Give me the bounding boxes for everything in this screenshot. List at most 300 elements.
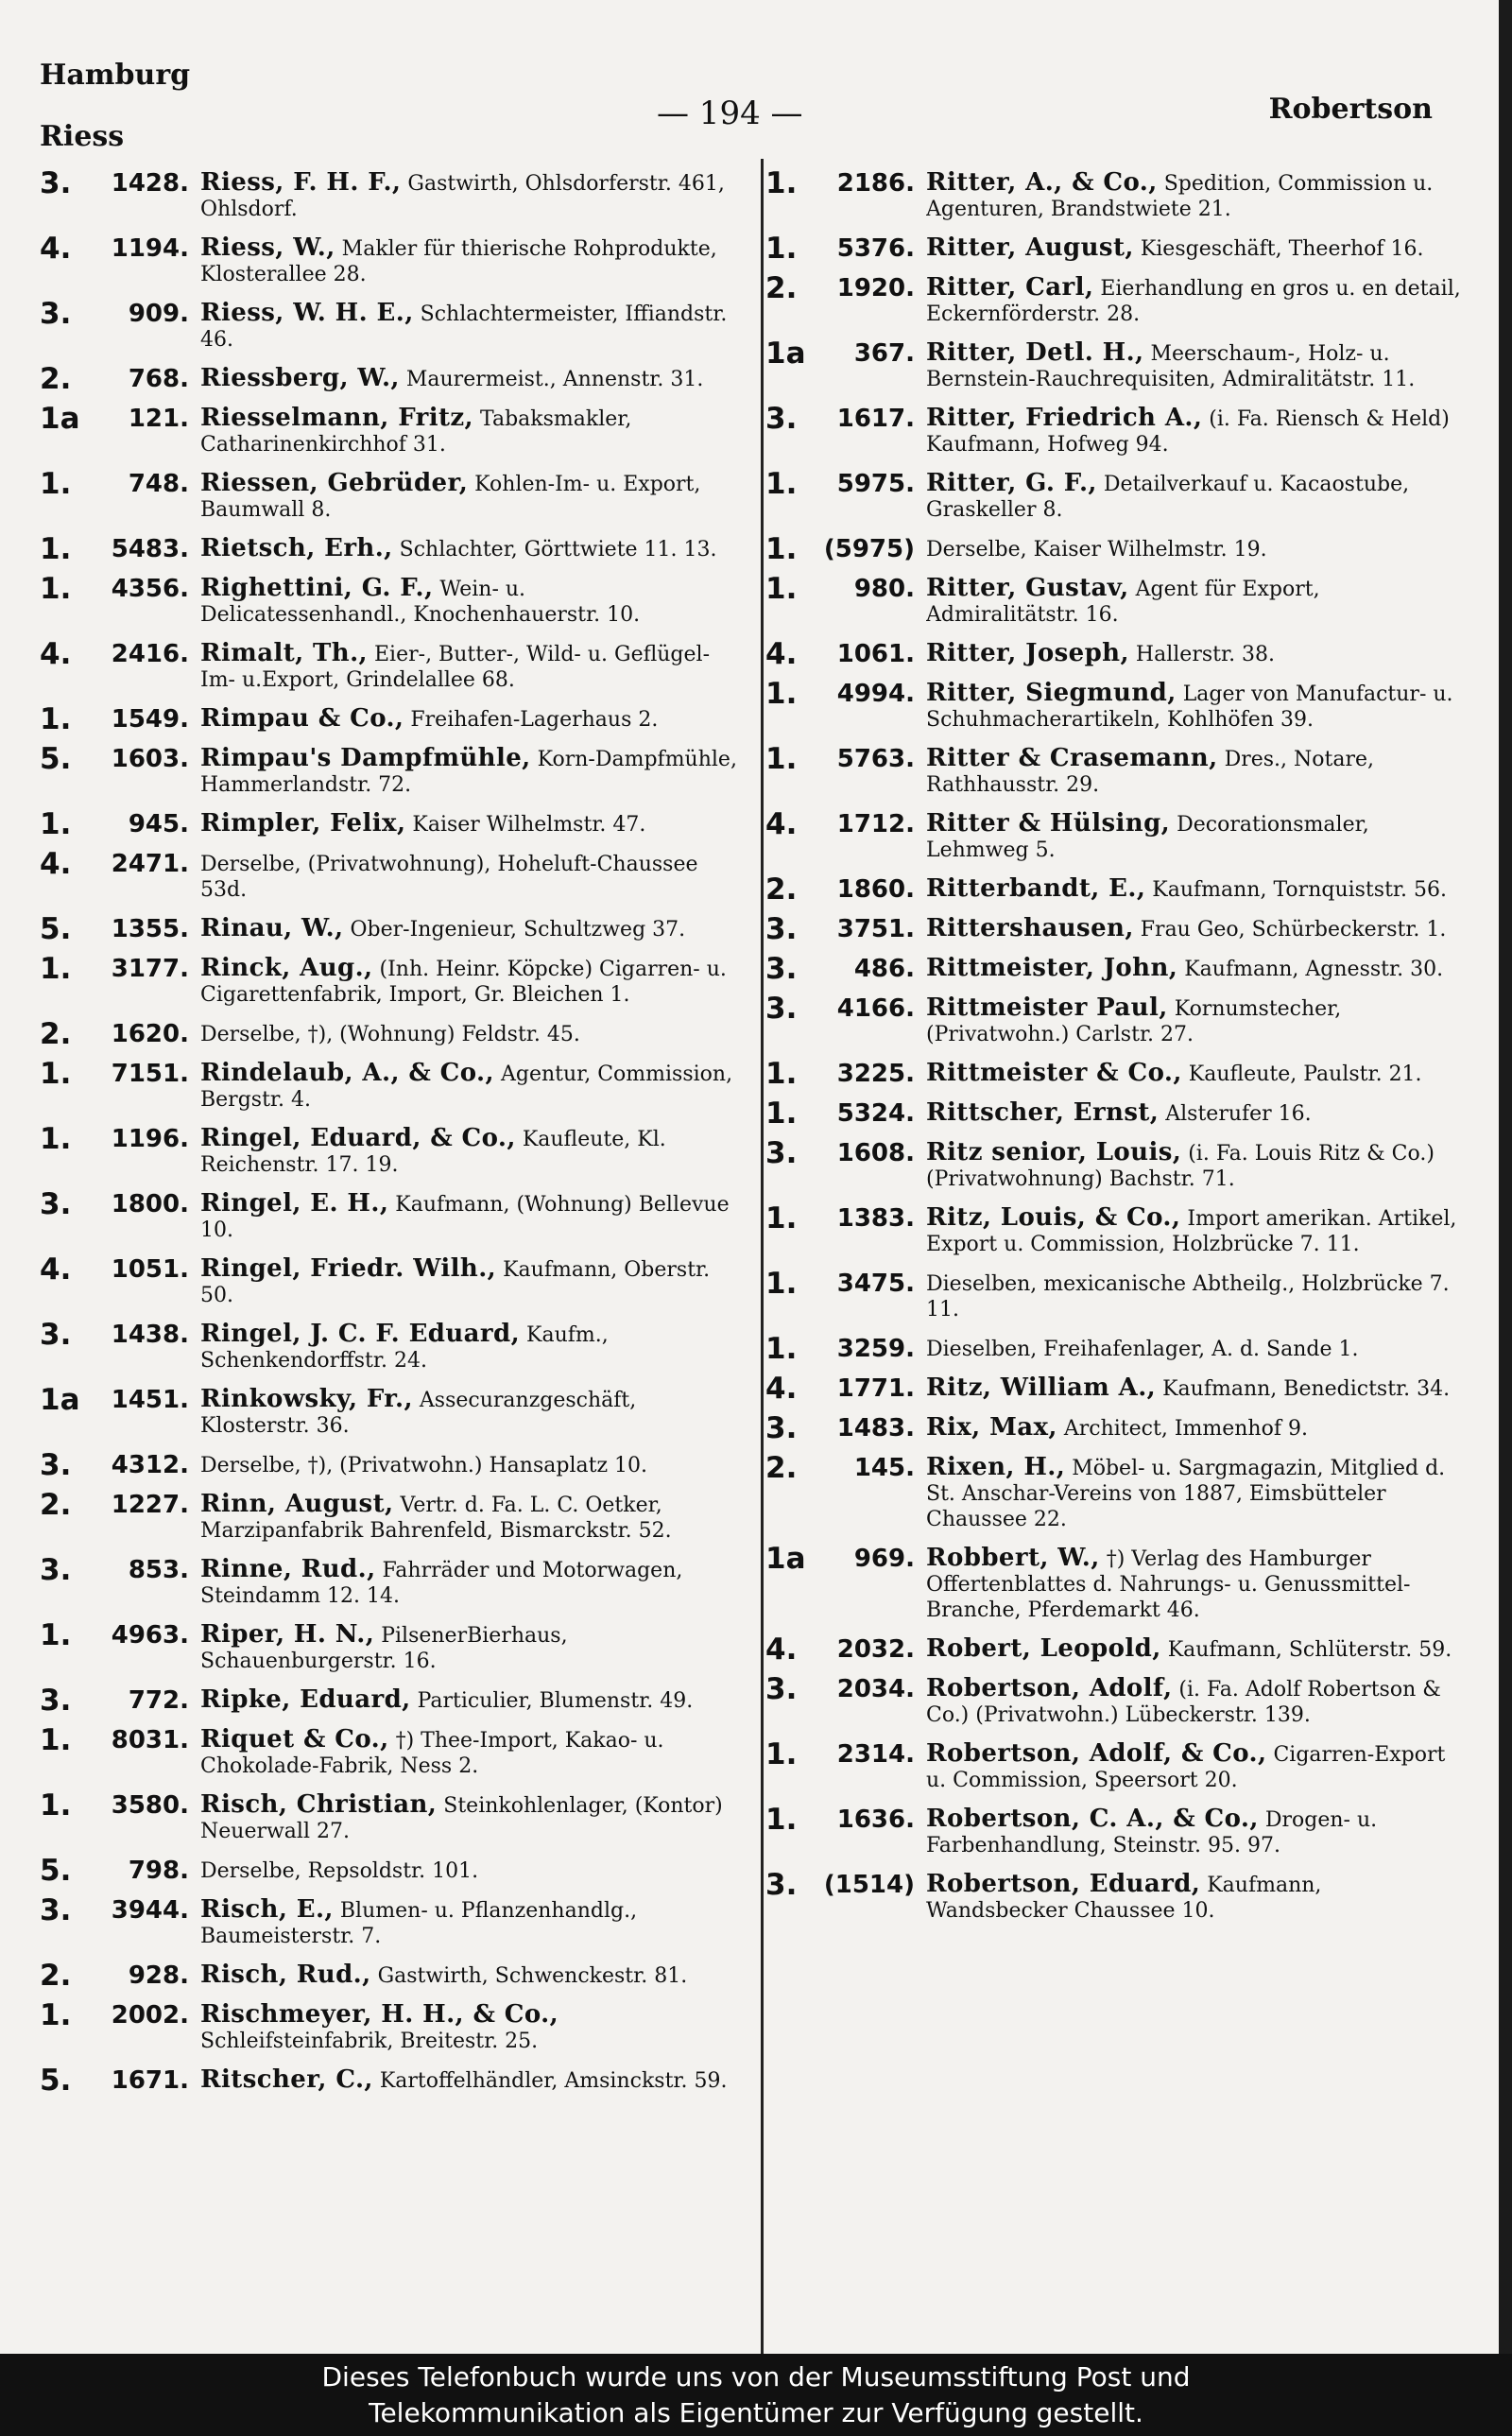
subscriber-details: Kaufleute, Paulstr. 21. (1188, 1063, 1422, 1086)
exchange-prefix: 1. (765, 1332, 798, 1366)
entry-body (926, 1544, 1463, 1623)
entry-body (926, 338, 1463, 392)
exchange-prefix: 3. (765, 402, 798, 436)
subscriber-details: Kohlen-Im- u. Export, Baumwall 8. (200, 473, 701, 522)
exchange-prefix: 1. (765, 1057, 798, 1091)
subscriber-details: Kaufm., Schenkendorffstr. 24. (200, 1323, 609, 1373)
directory-entry (765, 1097, 1463, 1131)
subscriber-name: Ritter & Hülsing, (926, 809, 1171, 838)
phone-number: 1196. (111, 1125, 189, 1153)
exchange-prefix: 1. (40, 1122, 72, 1156)
exchange-prefix: 1. (765, 166, 798, 200)
phone-number: 5376. (836, 234, 915, 263)
phone-number: 909. (128, 300, 189, 328)
exchange-prefix: 5. (40, 2064, 72, 2098)
subscriber-name: Ritter, Gustav, (926, 574, 1129, 602)
exchange-prefix: 1a (40, 402, 80, 436)
entry-body (200, 574, 737, 628)
subscriber-name: Risch, Rud., (200, 1961, 371, 1989)
directory-entry (765, 1057, 1463, 1091)
directory-entry (40, 1684, 737, 1718)
subscriber-name: Ritter, Siegmund, (926, 679, 1177, 707)
phone-number: 486. (853, 955, 915, 983)
entry-body (926, 168, 1463, 222)
phone-number: 145. (853, 1454, 915, 1482)
entry-body (200, 1895, 737, 1949)
exchange-prefix: 1. (765, 532, 798, 566)
phone-number: 4994. (836, 680, 915, 708)
entry-body (926, 1453, 1463, 1532)
exchange-prefix: 1. (765, 1201, 798, 1235)
subscriber-name: Rittershausen, (926, 914, 1134, 942)
entry-body (926, 1059, 1463, 1087)
exchange-prefix: 3. (765, 1868, 798, 1902)
subscriber-details: Tabaksmakler, Catharinenkirchhof 31. (200, 407, 632, 457)
directory-entry (40, 362, 737, 396)
entry-body (200, 954, 737, 1008)
footer-line-1: Dieses Telefonbuch wurde uns von der Museumsstiftung Post und (321, 2361, 1191, 2393)
subscriber-name: Rimpler, Felix, (200, 809, 406, 838)
subscriber-details: PilsenerBierhaus, Schauenburgerstr. 16. (200, 1624, 568, 1673)
subscriber-name: Ripke, Eduard, (200, 1685, 411, 1714)
subscriber-details: Particulier, Blumenstr. 49. (417, 1689, 694, 1713)
footer-line-2: Telekommunikation als Eigentümer zur Verfügung gestellt. (369, 2397, 1143, 2428)
phone-number: 121. (128, 405, 189, 433)
phone-number: 1051. (111, 1255, 189, 1284)
exchange-prefix: 2. (40, 1959, 72, 1993)
exchange-prefix: 3. (40, 166, 72, 200)
entry-body (200, 1320, 737, 1373)
subscriber-name: Riess, W. H. E., (200, 299, 414, 327)
header-city: Hamburg (40, 59, 191, 92)
subscriber-name: Ritz, Louis, & Co., (926, 1203, 1181, 1232)
phone-number: 853. (128, 1556, 189, 1584)
directory-entry (765, 1805, 1463, 1858)
subscriber-details: Ober-Ingenieur, Schultzweg 37. (350, 918, 686, 942)
subscriber-name: Rinau, W., (200, 914, 344, 942)
subscriber-name: Robertson, C. A., & Co., (926, 1805, 1259, 1833)
directory-entry (765, 168, 1463, 222)
subscriber-details: Spedition, Commission u. Agenturen, Brandstwiete 21. (926, 172, 1434, 221)
entry-body (926, 1203, 1463, 1257)
subscriber-details: Fahrräder und Motorwagen, Steindamm 12. 14. (200, 1559, 683, 1608)
directory-entry (765, 1411, 1463, 1445)
exchange-prefix: 4. (765, 807, 798, 841)
subscriber-details: (i. Fa. Adolf Robertson & Co.) (Privatwohn.) Lübeckerstr. 139. (926, 1678, 1441, 1727)
entry-body (926, 1138, 1463, 1192)
exchange-prefix: 1. (40, 807, 72, 841)
subscriber-name: Riesselmann, Fritz, (200, 404, 473, 432)
directory-entry (765, 637, 1463, 671)
subscriber-name: Ritz, William A., (926, 1373, 1157, 1402)
subscriber-details: †) Verlag des Hamburger Offertenblattes d. Nahrungs- u. Genussmittel-Branche, Pferdemarkt 46. (926, 1547, 1411, 1622)
subscriber-name: Ritter, A., & Co., (926, 168, 1158, 197)
exchange-prefix: 4. (40, 232, 72, 266)
subscriber-details: Kaufmann, Tornquiststr. 56. (1152, 878, 1447, 902)
exchange-prefix: 1. (40, 532, 72, 566)
subscriber-name: Rittmeister, John, (926, 954, 1178, 982)
entry-body (200, 639, 737, 693)
subscriber-details: Cigarren-Export u. Commission, Speersort 20. (926, 1743, 1446, 1792)
header-first-entry: Riess (40, 120, 125, 153)
subscriber-name: Righettini, G. F., (200, 574, 434, 602)
entry-body (926, 1373, 1463, 1402)
subscriber-details: Decorationsmaler, Lehmweg 5. (926, 813, 1369, 862)
subscriber-details: Kaufmann, Oberstr. 50. (200, 1258, 711, 1307)
subscriber-details: Kaiser Wilhelmstr. 47. (412, 813, 646, 837)
entry-body (926, 1413, 1463, 1442)
footer-notice (0, 2354, 1512, 2436)
subscriber-details: Eierhandlung en gros u. en detail, Eckernförderstr. 28. (926, 277, 1461, 326)
entry-body (200, 299, 737, 353)
subscriber-details: Kaufmann, Agnesstr. 30. (1184, 958, 1444, 981)
directory-entry (40, 1189, 737, 1243)
entry-body (926, 1269, 1463, 1322)
subscriber-name: Robertson, Adolf, & Co., (926, 1739, 1267, 1768)
directory-entry (765, 744, 1463, 798)
subscriber-name: Riquet & Co., (200, 1725, 389, 1754)
entry-body (926, 1870, 1463, 1924)
directory-entry (40, 1490, 737, 1544)
directory-entry (765, 872, 1463, 907)
phone-number: 2471. (111, 850, 189, 878)
directory-entry (40, 532, 737, 566)
phone-number: 1617. (836, 405, 915, 433)
exchange-prefix: 4. (765, 1633, 798, 1667)
directory-entry (765, 1453, 1463, 1532)
exchange-prefix: 3. (40, 1553, 72, 1587)
phone-number: 2416. (111, 640, 189, 668)
subscriber-details: (i. Fa. Riensch & Held) Kaufmann, Hofweg 94. (926, 407, 1450, 457)
directory-entry (765, 338, 1463, 392)
phone-number: 8031. (111, 1726, 189, 1754)
entry-body (200, 534, 737, 562)
subscriber-name: Rixen, H., (926, 1453, 1066, 1481)
phone-number: 1920. (836, 274, 915, 302)
entry-body (200, 1856, 737, 1884)
exchange-prefix: 1. (40, 1788, 72, 1823)
entry-body (926, 874, 1463, 903)
page-number: — 194 — (657, 95, 803, 132)
entry-body (200, 2000, 737, 2054)
entry-body (200, 1555, 737, 1609)
directory-entry (765, 912, 1463, 946)
phone-number: 2034. (836, 1675, 915, 1703)
subscriber-name: Riess, F. H. F., (200, 168, 402, 197)
phone-number: 4166. (836, 994, 915, 1023)
subscriber-details: Kiesgeschäft, Theerhof 16. (1140, 237, 1424, 261)
subscriber-details: Makler für thierische Rohprodukte, Klosterallee 28. (200, 237, 717, 286)
exchange-prefix: 2. (765, 1451, 798, 1485)
exchange-prefix: 3. (765, 1136, 798, 1170)
subscriber-details: Steinkohlenlager, (Kontor) Neuerwall 27. (200, 1794, 723, 1843)
column-divider (761, 159, 764, 2354)
directory-entry (765, 1870, 1463, 1924)
entry-body (926, 993, 1463, 1047)
entry-body (926, 574, 1463, 628)
phone-number: 1428. (111, 169, 189, 198)
directory-entry (765, 469, 1463, 523)
subscriber-name: Rinkowsky, Fr., (200, 1385, 413, 1413)
exchange-prefix: 1. (765, 1267, 798, 1301)
exchange-prefix: 5. (40, 912, 72, 946)
exchange-prefix: 2. (40, 1017, 72, 1051)
exchange-prefix: 5. (40, 742, 72, 776)
exchange-prefix: 1a (40, 1383, 80, 1417)
exchange-prefix: 2. (765, 271, 798, 305)
phone-number: 1608. (836, 1139, 915, 1167)
directory-entry (765, 1739, 1463, 1793)
entry-body (926, 914, 1463, 942)
subscriber-details: Möbel- u. Sargmagazin, Mitglied d. St. Anschar-Vereins von 1887, Eimsbütteler Chaussee 22. (926, 1457, 1446, 1531)
subscriber-name: Ritter, Carl, (926, 273, 1094, 302)
subscriber-details: Lager von Manufactur- u. Schuhmacherartikeln, Kohlhöfen 39. (926, 682, 1453, 732)
entry-body (200, 1059, 737, 1113)
subscriber-name: Ritter, Joseph, (926, 639, 1129, 667)
entry-body (200, 1019, 737, 1047)
directory-entry (765, 1674, 1463, 1728)
subscriber-name: Rix, Max, (926, 1413, 1057, 1442)
phone-number: 1603. (111, 745, 189, 773)
phone-number: 5975. (836, 470, 915, 498)
directory-entry (765, 1203, 1463, 1257)
phone-number: 1549. (111, 705, 189, 734)
subscriber-name: Ringel, Eduard, & Co., (200, 1124, 516, 1152)
phone-number: 5324. (836, 1099, 915, 1128)
phone-number: 1712. (836, 810, 915, 838)
exchange-prefix: 1. (765, 1737, 798, 1771)
phone-number: 2186. (836, 169, 915, 198)
subscriber-details: Dieselben, Freihafenlager, A. d. Sande 1. (926, 1338, 1359, 1361)
directory-entry (765, 1332, 1463, 1366)
directory-entry (40, 299, 737, 353)
entry-body (926, 679, 1463, 733)
subscriber-name: Ritter & Crasemann, (926, 744, 1218, 772)
subscriber-name: Robert, Leopold, (926, 1634, 1161, 1663)
entry-body (926, 954, 1463, 982)
subscriber-details: Frau Geo, Schürbeckerstr. 1. (1140, 918, 1447, 942)
phone-number: 928. (128, 1961, 189, 1990)
phone-number: 1451. (111, 1386, 189, 1414)
entry-body (200, 744, 737, 798)
entry-body (200, 1385, 737, 1439)
directory-entry (765, 574, 1463, 628)
phone-number: 980. (853, 575, 915, 603)
phone-number: 1194. (111, 234, 189, 263)
subscriber-name: Rimpau & Co., (200, 704, 404, 733)
subscriber-name: Ringel, Friedr. Wilh., (200, 1254, 497, 1283)
phone-number: 945. (128, 810, 189, 838)
directory-entry (40, 1854, 737, 1888)
subscriber-name: Ritz senior, Louis, (926, 1138, 1182, 1166)
phone-number: 367. (853, 339, 915, 368)
directory-entry (765, 952, 1463, 986)
directory-entry (765, 532, 1463, 566)
subscriber-details: Assecuranzgeschäft, Klosterstr. 36. (200, 1389, 637, 1438)
exchange-prefix: 1. (765, 232, 798, 266)
phone-number: 969. (853, 1545, 915, 1573)
exchange-prefix: 2. (40, 1488, 72, 1522)
directory-entry (40, 1017, 737, 1051)
directory-entry (40, 639, 737, 693)
exchange-prefix: 4. (765, 637, 798, 671)
directory-entry (765, 404, 1463, 458)
directory-entry (765, 993, 1463, 1047)
subscriber-name: Rinne, Rud., (200, 1555, 376, 1583)
subscriber-name: Rittmeister Paul, (926, 993, 1168, 1022)
subscriber-details: Eier-, Butter-, Wild- u. Geflügel-Im- u.Export, Grindelallee 68. (200, 643, 710, 692)
subscriber-details: Kartoffelhändler, Amsinckstr. 59. (379, 2069, 728, 2093)
entry-body (926, 1634, 1463, 1663)
entry-body (200, 1685, 737, 1714)
subscriber-details: Alsterufer 16. (1165, 1102, 1312, 1126)
exchange-prefix: 1. (40, 467, 72, 501)
exchange-prefix: 3. (765, 952, 798, 986)
exchange-prefix: 2. (40, 362, 72, 396)
directory-entry (40, 849, 737, 903)
entry-body (926, 639, 1463, 667)
directory-entry (40, 1320, 737, 1373)
subscriber-details: †) Thee-Import, Kakao- u. Chokolade-Fabrik, Ness 2. (200, 1729, 664, 1778)
subscriber-details: Kaufmann, Benedictstr. 34. (1162, 1377, 1451, 1401)
directory-entry (40, 1620, 737, 1674)
exchange-prefix: 1. (765, 1803, 798, 1837)
phone-number: 1438. (111, 1321, 189, 1349)
directory-entry (765, 1138, 1463, 1192)
entry-body (200, 233, 737, 287)
subscriber-details: Derselbe, †), (Wohnung) Feldstr. 45. (200, 1023, 580, 1046)
entry-body (200, 704, 737, 733)
exchange-prefix: 1. (765, 1097, 798, 1131)
directory-entry (765, 273, 1463, 327)
directory-entry (40, 954, 737, 1008)
entry-body (200, 809, 737, 838)
subscriber-name: Rittmeister & Co., (926, 1059, 1182, 1087)
exchange-prefix: 1a (765, 337, 806, 371)
phone-number: 3944. (111, 1896, 189, 1925)
phone-number: 748. (128, 470, 189, 498)
exchange-prefix: 3. (40, 1893, 72, 1927)
entry-body (926, 273, 1463, 327)
subscriber-name: Riess, W., (200, 233, 335, 262)
directory-entry (40, 1895, 737, 1949)
subscriber-name: Robertson, Eduard, (926, 1870, 1201, 1898)
entry-body (200, 404, 737, 458)
entry-body (926, 809, 1463, 863)
directory-entry (40, 168, 737, 222)
entry-body (926, 1334, 1463, 1362)
exchange-prefix: 1a (765, 1542, 806, 1576)
phone-number: 1483. (836, 1414, 915, 1443)
subscriber-details: Gastwirth, Schwenckestr. 81. (377, 1964, 688, 1988)
subscriber-details: Hallerstr. 38. (1135, 643, 1276, 666)
entry-body (926, 469, 1463, 523)
subscriber-details: Agentur, Commission, Bergstr. 4. (200, 1063, 733, 1112)
phone-number: 1383. (836, 1204, 915, 1233)
exchange-prefix: 3. (40, 1448, 72, 1482)
exchange-prefix: 1. (765, 742, 798, 776)
subscriber-details: Derselbe, †), (Privatwohn.) Hansaplatz 10. (200, 1454, 648, 1477)
phone-number: 772. (128, 1686, 189, 1715)
left-column (40, 168, 737, 2105)
exchange-prefix: 4. (40, 1253, 72, 1287)
entry-body (200, 364, 737, 392)
exchange-prefix: 4. (40, 847, 72, 881)
entry-body (200, 849, 737, 903)
directory-entry (40, 1555, 737, 1609)
subscriber-name: Robertson, Adolf, (926, 1674, 1173, 1702)
entry-body (926, 1805, 1463, 1858)
directory-entry (40, 574, 737, 628)
directory-entry (40, 744, 737, 798)
phone-number: (1514) (823, 1871, 915, 1899)
phone-number: 3225. (836, 1060, 915, 1088)
directory-entry (765, 809, 1463, 863)
subscriber-details: (Inh. Heinr. Köpcke) Cigarren- u. Cigarettenfabrik, Import, Gr. Bleichen 1. (200, 958, 727, 1007)
subscriber-details: Kornumstecher, (Privatwohn.) Carlstr. 27. (926, 997, 1342, 1046)
subscriber-details: Dres., Notare, Rathhausstr. 29. (926, 748, 1374, 797)
entry-body (200, 1725, 737, 1779)
right-column (765, 168, 1463, 1935)
subscriber-name: Robbert, W., (926, 1544, 1100, 1572)
entry-body (926, 744, 1463, 798)
subscriber-name: Ringel, J. C. F. Eduard, (200, 1320, 521, 1348)
subscriber-name: Riessen, Gebrüder, (200, 469, 469, 497)
entry-body (200, 1124, 737, 1178)
subscriber-details: Dieselben, mexicanische Abtheilg., Holzbrücke 7. 11. (926, 1272, 1450, 1322)
exchange-prefix: 4. (40, 637, 72, 671)
subscriber-details: Korn-Dampfmühle, Hammerlandstr. 72. (200, 748, 737, 797)
subscriber-name: Riper, H. N., (200, 1620, 375, 1649)
exchange-prefix: 3. (765, 1411, 798, 1445)
subscriber-name: Ritter, August, (926, 233, 1134, 262)
exchange-prefix: 3. (40, 1318, 72, 1352)
subscriber-details: (i. Fa. Louis Ritz & Co.) (Privatwohnung) Bachstr. 71. (926, 1142, 1435, 1191)
phone-number: 3580. (111, 1791, 189, 1820)
phone-number: 4356. (111, 575, 189, 603)
subscriber-details: Maurermeist., Annenstr. 31. (405, 368, 704, 391)
directory-entry (40, 469, 737, 523)
phone-number: 1671. (111, 2066, 189, 2095)
entry-body (200, 168, 737, 222)
directory-entry (40, 807, 737, 841)
directory-entry (40, 2000, 737, 2054)
phone-number: 4312. (111, 1451, 189, 1479)
entry-body (200, 469, 737, 523)
entry-body (200, 1490, 737, 1544)
exchange-prefix: 1. (765, 677, 798, 711)
phone-number: (5975) (823, 535, 915, 563)
entry-body (200, 1620, 737, 1674)
exchange-prefix: 3. (765, 1672, 798, 1706)
subscriber-details: Drogen- u. Farbenhandlung, Steinstr. 95. 97. (926, 1808, 1378, 1857)
phone-number: 3751. (836, 915, 915, 943)
exchange-prefix: 1. (765, 467, 798, 501)
subscriber-details: Derselbe, (Privatwohnung), Hoheluft-Chaussee 53d. (200, 853, 698, 902)
directory-entry (40, 702, 737, 736)
phone-number: 2314. (836, 1740, 915, 1769)
exchange-prefix: 1. (40, 1723, 72, 1757)
phone-number: 3177. (111, 955, 189, 983)
phone-number: 1636. (836, 1805, 915, 1834)
phone-number: 798. (128, 1857, 189, 1885)
subscriber-details: Meerschaum-, Holz- u. Bernstein-Rauchrequisiten, Admiralitätstr. 11. (926, 342, 1416, 391)
phone-number: 1620. (111, 1020, 189, 1048)
exchange-prefix: 1. (40, 1057, 72, 1091)
directory-entry (765, 1544, 1463, 1623)
subscriber-details: Freihafen-Lagerhaus 2. (410, 708, 659, 732)
directory-entry (40, 1790, 737, 1844)
